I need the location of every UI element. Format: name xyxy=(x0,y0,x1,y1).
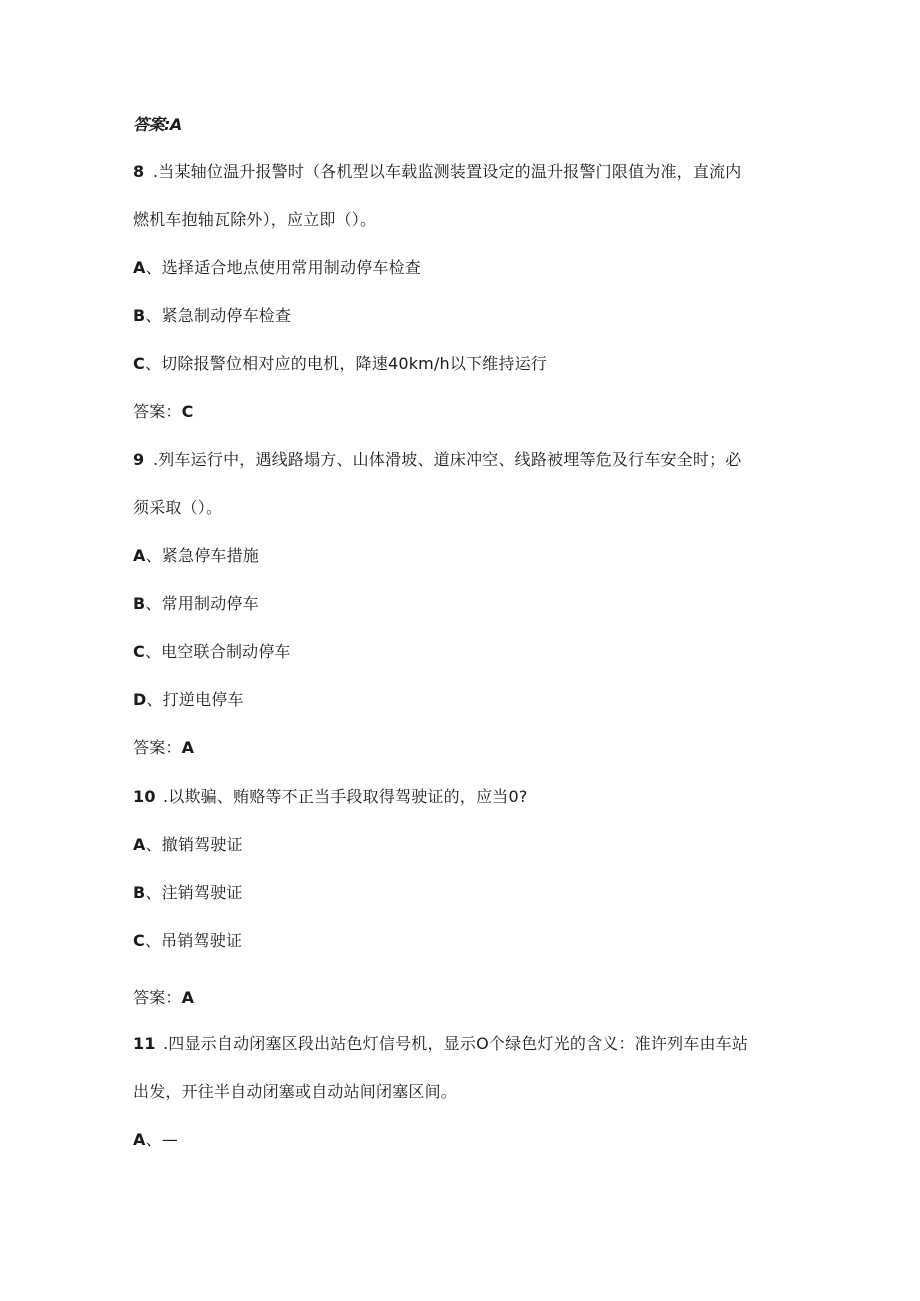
option-text: 、吊销驾驶证 xyxy=(144,931,243,950)
question-9-option-c xyxy=(133,641,291,663)
answer-label: 答案： xyxy=(133,988,182,1007)
option-text: 、紧急制动停车检查 xyxy=(145,306,292,325)
top-answer: 答案:A xyxy=(133,115,182,134)
question-9-option-b xyxy=(133,593,259,615)
answer-value: A xyxy=(181,738,195,757)
answer-label: 答案： xyxy=(133,402,182,421)
option-letter: A xyxy=(133,1130,146,1149)
question-text: .当某轴位温升报警时（各机型以车载监测装置设定的温升报警门限值为准，直流内 xyxy=(153,162,742,181)
question-9-line-2: 须采取（）。 xyxy=(133,498,223,517)
answer-value: C xyxy=(181,402,194,421)
question-number: 9 xyxy=(133,450,145,469)
option-text: 、— xyxy=(145,1130,178,1149)
option-letter: A xyxy=(133,258,146,277)
question-8-line-1 xyxy=(133,161,742,183)
question-9-line-1 xyxy=(133,449,742,471)
question-8-line-2: 燃机车抱轴瓦除外），应立即（）。 xyxy=(133,210,377,229)
question-11-line-2: 出发，开往半自动闭塞或自动站间闭塞区间。 xyxy=(133,1082,458,1101)
option-text: 、选择适合地点使用常用制动停车检查 xyxy=(145,258,421,277)
option-text: 、紧急停车措施 xyxy=(145,546,259,565)
question-11-option-a xyxy=(133,1129,178,1151)
option-text: 、电空联合制动停车 xyxy=(144,642,291,661)
option-letter: A xyxy=(133,546,146,565)
question-9-option-d xyxy=(133,689,244,711)
option-letter: C xyxy=(133,354,145,373)
question-number: 10 xyxy=(133,787,156,806)
question-text: .列车运行中，遇线路塌方、山体滑坡、道床冲空、线路被埋等危及行车安全时；必 xyxy=(153,450,742,469)
option-letter: B xyxy=(133,594,146,613)
option-letter: C xyxy=(133,931,145,950)
question-number: 11 xyxy=(133,1034,156,1053)
question-10-line-1 xyxy=(133,786,528,808)
question-8-option-b xyxy=(133,305,291,327)
answer-value: A xyxy=(181,988,195,1007)
question-10-option-a xyxy=(133,834,243,856)
question-11-line-1 xyxy=(133,1033,748,1055)
option-letter: D xyxy=(133,690,147,709)
option-text: 、切除报警位相对应的电机，降速40km/h以下维持运行 xyxy=(144,354,548,373)
question-10-answer xyxy=(133,987,194,1009)
question-text: .以欺骗、贿赂等不正当手段取得驾驶证的，应当0? xyxy=(163,787,528,806)
question-8-option-a xyxy=(133,257,421,279)
question-9-option-a xyxy=(133,545,259,567)
answer-label: 答案： xyxy=(133,738,182,757)
option-letter: B xyxy=(133,306,146,325)
option-letter: A xyxy=(133,835,146,854)
question-8-option-c xyxy=(133,353,547,375)
question-10-option-b xyxy=(133,882,243,904)
option-letter: C xyxy=(133,642,145,661)
question-9-answer xyxy=(133,737,194,759)
question-10-option-c xyxy=(133,930,242,952)
option-text: 、注销驾驶证 xyxy=(145,883,243,902)
question-text: .四显示自动闭塞区段出站色灯信号机，显示O个绿色灯光的含义：准许列车由车站 xyxy=(163,1034,749,1053)
option-letter: B xyxy=(133,883,146,902)
option-text: 、打逆电停车 xyxy=(146,690,244,709)
option-text: 、撤销驾驶证 xyxy=(145,835,243,854)
question-number: 8 xyxy=(133,162,145,181)
option-text: 、常用制动停车 xyxy=(145,594,259,613)
question-8-answer xyxy=(133,401,194,423)
